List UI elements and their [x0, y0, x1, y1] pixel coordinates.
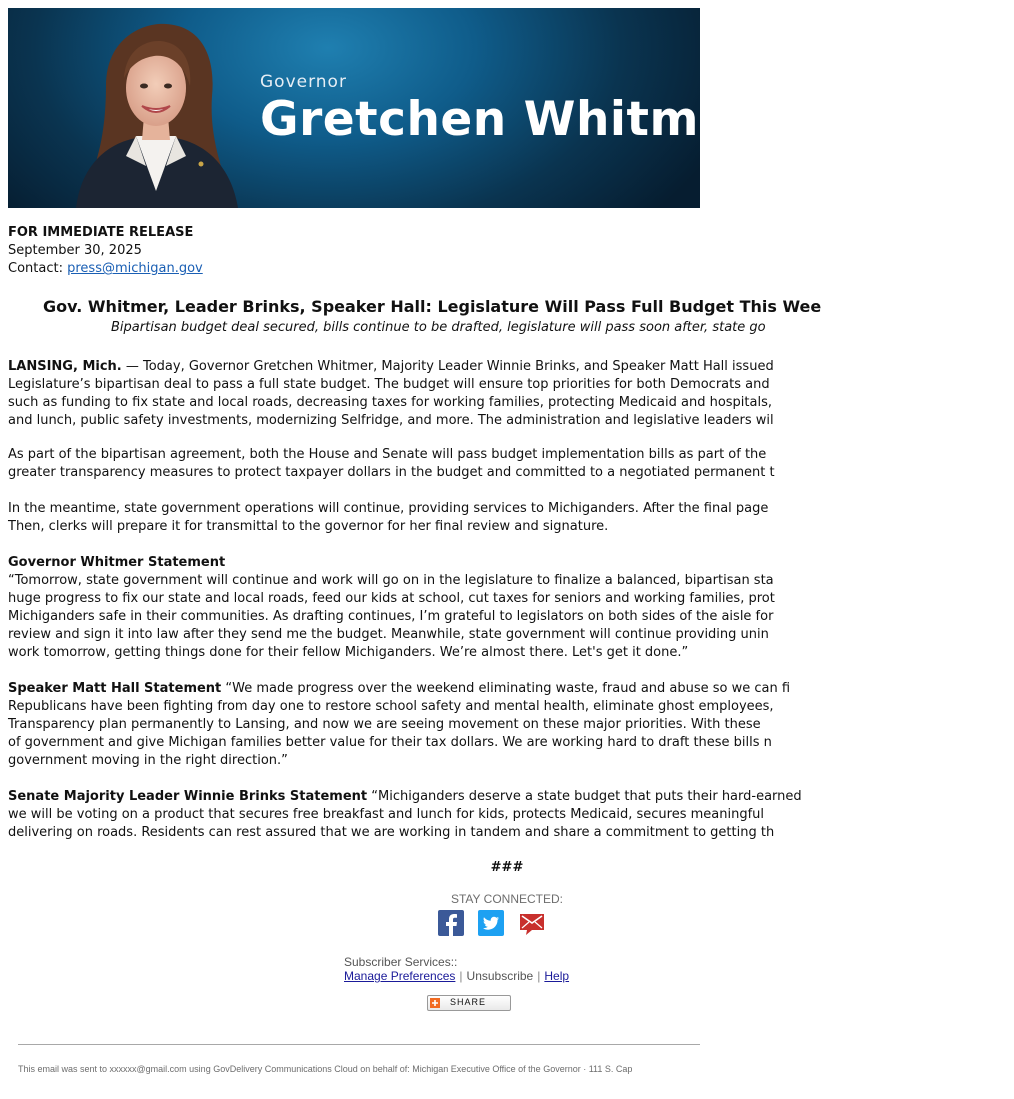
header-banner	[8, 8, 756, 208]
sent-notice: This email was sent to xxxxxx@gmail.com using GovDelivery Communications Cloud on behalf of: Michigan Executive Office of the Governor · 111 S. Cap	[18, 1064, 633, 1074]
unsubscribe-link[interactable]: Unsubscribe	[466, 969, 534, 983]
paragraph-line: Legislature’s bipartisan deal to pass a full state budget. The budget will ensure top priorities for both Democrats and	[8, 377, 770, 392]
paragraph-line: we will be voting on a product that secures free breakfast and lunch for kids, protects Medicaid, secures meaningful	[8, 807, 765, 822]
paragraph-line: Republicans have been fighting from day one to restore school safety and mental health, eliminate ghost employees,	[8, 699, 774, 714]
subscriber-links	[344, 969, 569, 983]
speaker-statement-heading: Speaker Matt Hall Statement	[8, 681, 222, 696]
press-release-subtitle: Bipartisan budget deal secured, bills continue to be drafted, legislature will pass soon after, state go	[111, 320, 766, 335]
footer-divider	[18, 1044, 700, 1045]
release-contact	[8, 260, 700, 278]
help-link[interactable]: Help	[544, 969, 570, 983]
banner-governor-name: Gretchen Whitmer	[260, 92, 756, 147]
paragraph-line: huge progress to fix our state and local roads, feed our kids at school, cut taxes for seniors and working families, prot	[8, 591, 775, 606]
paragraph-line: In the meantime, state government operations will continue, providing services to Michiganders. After the final page	[8, 501, 769, 516]
manage-preferences-link[interactable]: Manage Preferences	[344, 969, 456, 983]
email-link[interactable]	[518, 910, 546, 940]
paragraph-line: government moving in the right direction.”	[8, 753, 288, 768]
paragraph-line: greater transparency measures to protect taxpayer dollars in the budget and committed to a negotiated permanent t	[8, 465, 775, 480]
paragraph-line: work tomorrow, getting things done for their fellow Michiganders. We’re almost there. Let's get it done.”	[8, 645, 689, 660]
twitter-link[interactable]	[478, 910, 504, 940]
release-date: September 30, 2025	[8, 243, 142, 258]
paragraph-line: “Tomorrow, state government will continue and work will go on in the legislature to finalize a balanced, bipartisan sta	[8, 573, 774, 588]
dateline: LANSING, Mich.	[8, 359, 122, 374]
governor-statement	[8, 554, 775, 662]
contact-label: Contact:	[8, 261, 63, 276]
paragraph-line: of government and give Michigan families better value for their tax dollars. We are working hard to draft these bills n	[8, 735, 772, 750]
paragraph-line: Senate Majority Leader Winnie Brinks Statement “Michiganders deserve a state budget that puts their hard-earned	[8, 789, 802, 804]
majority-leader-statement-heading: Senate Majority Leader Winnie Brinks Statement	[8, 789, 368, 804]
email-icon	[518, 910, 546, 936]
paragraph-line: such as funding to fix state and local roads, decreasing taxes for working families, protecting Medicaid and hospitals,	[8, 395, 772, 410]
paragraph-line: and lunch, public safety investments, modernizing Selfridge, and more. The administration and legislative leaders wil	[8, 413, 774, 428]
paragraph-line: review and sign it into law after they send me the budget. Meanwhile, state government will continue providing unin	[8, 627, 769, 642]
paragraph-line: As part of the bipartisan agreement, both the House and Senate will pass budget implementation bills as part of the	[8, 447, 767, 462]
governor-portrait	[66, 16, 246, 208]
paragraph-line: Transparency plan permanently to Lansing, and now we are seeing movement on these major priorities. With these	[8, 717, 761, 732]
press-release-title: Gov. Whitmer, Leader Brinks, Speaker Hall: Legislature Will Pass Full Budget This Wee	[43, 297, 822, 316]
paragraph-line: delivering on roads. Residents can rest assured that we are working in tandem and share a commitment to getting th	[8, 825, 775, 840]
twitter-icon	[478, 910, 504, 936]
paragraph-line: Michiganders safe in their communities. As drafting continues, I’m grateful to legislators on both sides of the aisle for	[8, 609, 774, 624]
majority-leader-statement	[8, 788, 802, 842]
facebook-icon	[438, 910, 464, 936]
stay-connected-label: STAY CONNECTED:	[450, 892, 563, 906]
banner-governor-label: Governor	[260, 72, 347, 92]
end-mark: ###	[490, 860, 524, 875]
contact-email-link[interactable]: press@michigan.gov	[67, 261, 203, 276]
paragraph-line: Then, clerks will prepare it for transmittal to the governor for her final review and signature.	[8, 519, 609, 534]
body-paragraph-3	[8, 500, 769, 536]
paragraph-line: Speaker Matt Hall Statement “We made progress over the weekend eliminating waste, fraud and abuse so we can fi	[8, 681, 791, 696]
speaker-statement	[8, 680, 791, 770]
share-button[interactable]	[427, 995, 511, 1011]
separator: |	[537, 969, 541, 983]
body-paragraph-1	[8, 358, 774, 430]
subscriber-services-label: Subscriber Services::	[344, 955, 458, 969]
release-label: FOR IMMEDIATE RELEASE	[8, 225, 194, 240]
governor-statement-heading: Governor Whitmer Statement	[8, 555, 226, 570]
share-label: SHARE	[450, 997, 487, 1007]
subscriber-services	[344, 955, 569, 983]
share-plus-icon	[430, 998, 440, 1008]
facebook-link[interactable]	[438, 910, 464, 940]
release-info	[8, 224, 700, 278]
separator: |	[459, 969, 463, 983]
body-paragraph-2	[8, 446, 775, 482]
paragraph-line: LANSING, Mich. — Today, Governor Gretchen Whitmer, Majority Leader Winnie Brinks, and Speaker Matt Hall issued	[8, 359, 774, 374]
